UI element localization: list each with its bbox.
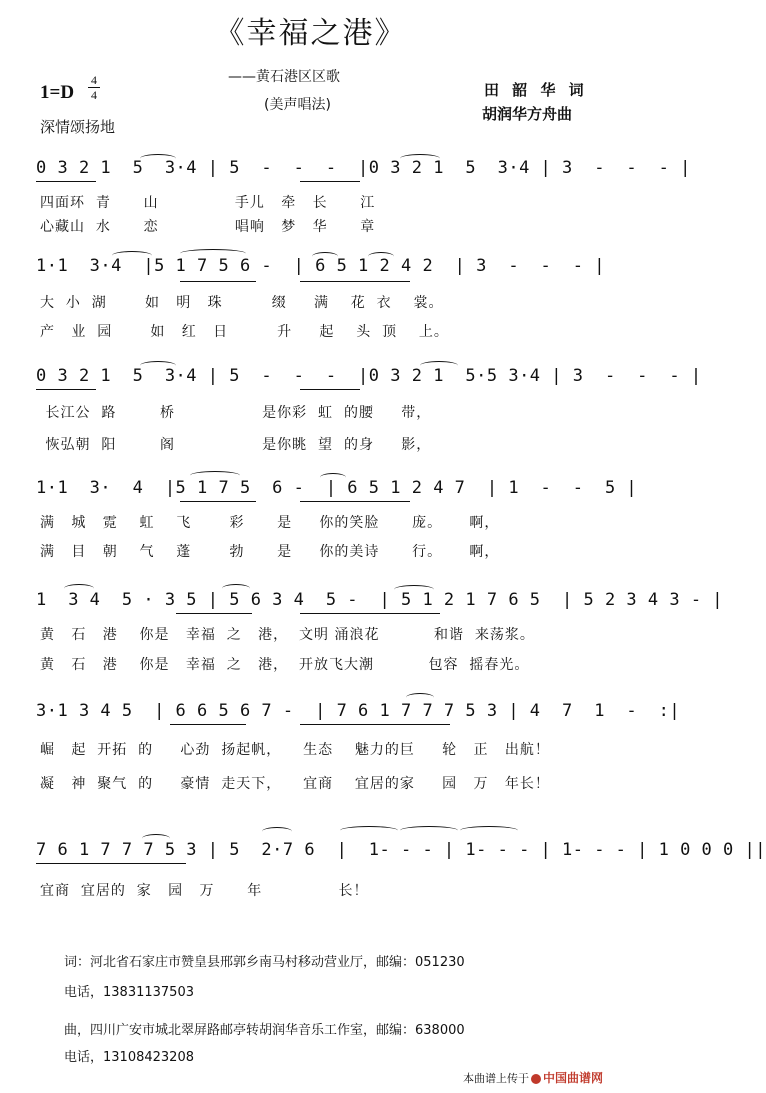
slur [142,834,170,843]
beam-underline [36,181,96,182]
time-bottom: 4 [91,88,97,102]
page-title: 《幸福之港》 [214,16,407,51]
lyric-line: 宜商 宜居的 家 园 万 年 长！ [40,883,369,899]
slur [368,252,394,261]
lyric-line: 心藏山 水 恋 唱响 梦 华 章 [40,219,376,235]
notation-text: 0 3 2 1 5 3·4 | 5 - - - |0 3 2 1 5 3·4 | 3 - - - | [36,158,691,178]
lyric-line: 恢弘朝 阳 阁 是你眺 望 的身 影， [40,437,432,453]
slur [400,826,458,835]
upload-note: 本曲谱上传于 [462,1072,529,1085]
key-signature: 1=D [40,82,75,103]
composer-phone: 电话，13108423208 [64,1050,194,1065]
slur [140,361,176,370]
slur [140,154,176,163]
slur [180,249,246,258]
slur [406,693,434,702]
lyric-line: 凝 神 聚气 的 豪情 走天下， 宜商 宜居的家 园 万 年长！ [40,776,550,792]
beam-underline [300,613,440,614]
lyricist-address: 词：河北省石家庄市赞皇县邢郭乡南马村移动营业厅，邮编：051230 [64,955,465,970]
beam-underline [36,863,186,864]
tempo-mood: 深情颂扬地 [40,118,116,136]
composer-address: 曲，四川广安市城北翠屏路邮亭转胡润华音乐工作室，邮编：638000 [64,1023,465,1038]
site-logo-icon [531,1074,541,1084]
beam-underline [36,389,96,390]
lyric-line: 满 城 霓 虹 飞 彩 是 你的笑脸 庞。 啊， [40,515,500,531]
singing-style: (美声唱法) [264,97,331,113]
slur [394,585,434,594]
beam-underline [170,724,246,725]
lyric-line: 四面环 青 山 手儿 牵 长 江 [40,195,376,211]
beam-underline [176,613,252,614]
lyric-line: 满 目 朝 气 蓬 勃 是 你的美诗 行。 啊， [40,544,500,560]
slur [112,251,152,260]
beam-underline [300,501,410,502]
slur [222,584,250,593]
lyric-line: 黄 石 港 你是 幸福 之 港， 开放飞大潮 包容 摇春光。 [40,657,530,673]
lyric-line: 崛 起 开拓 的 心劲 扬起帆， 生态 魅力的巨 轮 正 出航！ [40,742,550,758]
slur [64,584,94,593]
notation-text: 1 3 4 5 · 3 5 | 5 6 3 4 5 - | 5 1 2 1 7 6 5 | 5 2 3 4 3 - | [36,590,724,610]
beam-underline [180,281,256,282]
notation-text: 3·1 3 4 5 | 6 6 5 6 7 - | 7 6 1 7 7 7 5 3 | 4 7 1 - :| [36,701,681,721]
notation-text: 0 3 2 1 5 3·4 | 5 - - - |0 3 2 1 5·5 3·4 | 3 - - - | [36,366,702,386]
beam-underline [300,389,360,390]
site-footer [463,1069,603,1086]
lyric-line: 长江公 路 桥 是你彩 虹 的腰 带， [40,405,432,421]
beam-underline [180,501,256,502]
lyric-line: 黄 石 港 你是 幸福 之 港， 文明 涌浪花 和谐 来荡浆。 [40,627,535,643]
lyricist: 田 韶 华 词 [484,81,588,99]
time-signature [88,73,100,102]
slur [312,252,338,261]
slur [420,361,458,370]
slur [262,827,292,836]
beam-underline [300,724,450,725]
composer: 胡润华方舟曲 [482,105,573,123]
notation-text: 1·1 3· 4 |5 1 7 5 6 - | 6 5 1 2 4 7 | 1 - - 5 | [36,478,638,498]
beam-underline [300,281,410,282]
notation-text: 7 6 1 7 7 7 5 3 | 5 2·7 6 | 1- - - | 1- - - | 1- - - | 1 0 0 0 || [36,840,766,860]
slur [190,471,240,480]
lyric-line: 大 小 湖 如 明 珠 缀 满 花 衣 裳。 [40,295,444,311]
subtitle: ——黄石港区区歌 [228,69,340,85]
notation-text: 1·1 3·4 |5 1 7 5 6 - | 6 5 1 2 4 2 | 3 - - - | [36,256,605,276]
lyric-line: 产 业 园 如 红 日 升 起 头 顶 上。 [40,324,449,340]
slur [340,826,398,835]
slur [460,826,518,835]
slur [320,473,346,482]
lyricist-phone: 电话，13831137503 [64,985,194,1000]
time-top: 4 [91,73,97,87]
beam-underline [300,181,360,182]
site-brand[interactable]: 中国曲谱网 [542,1071,603,1085]
slur [400,154,440,163]
